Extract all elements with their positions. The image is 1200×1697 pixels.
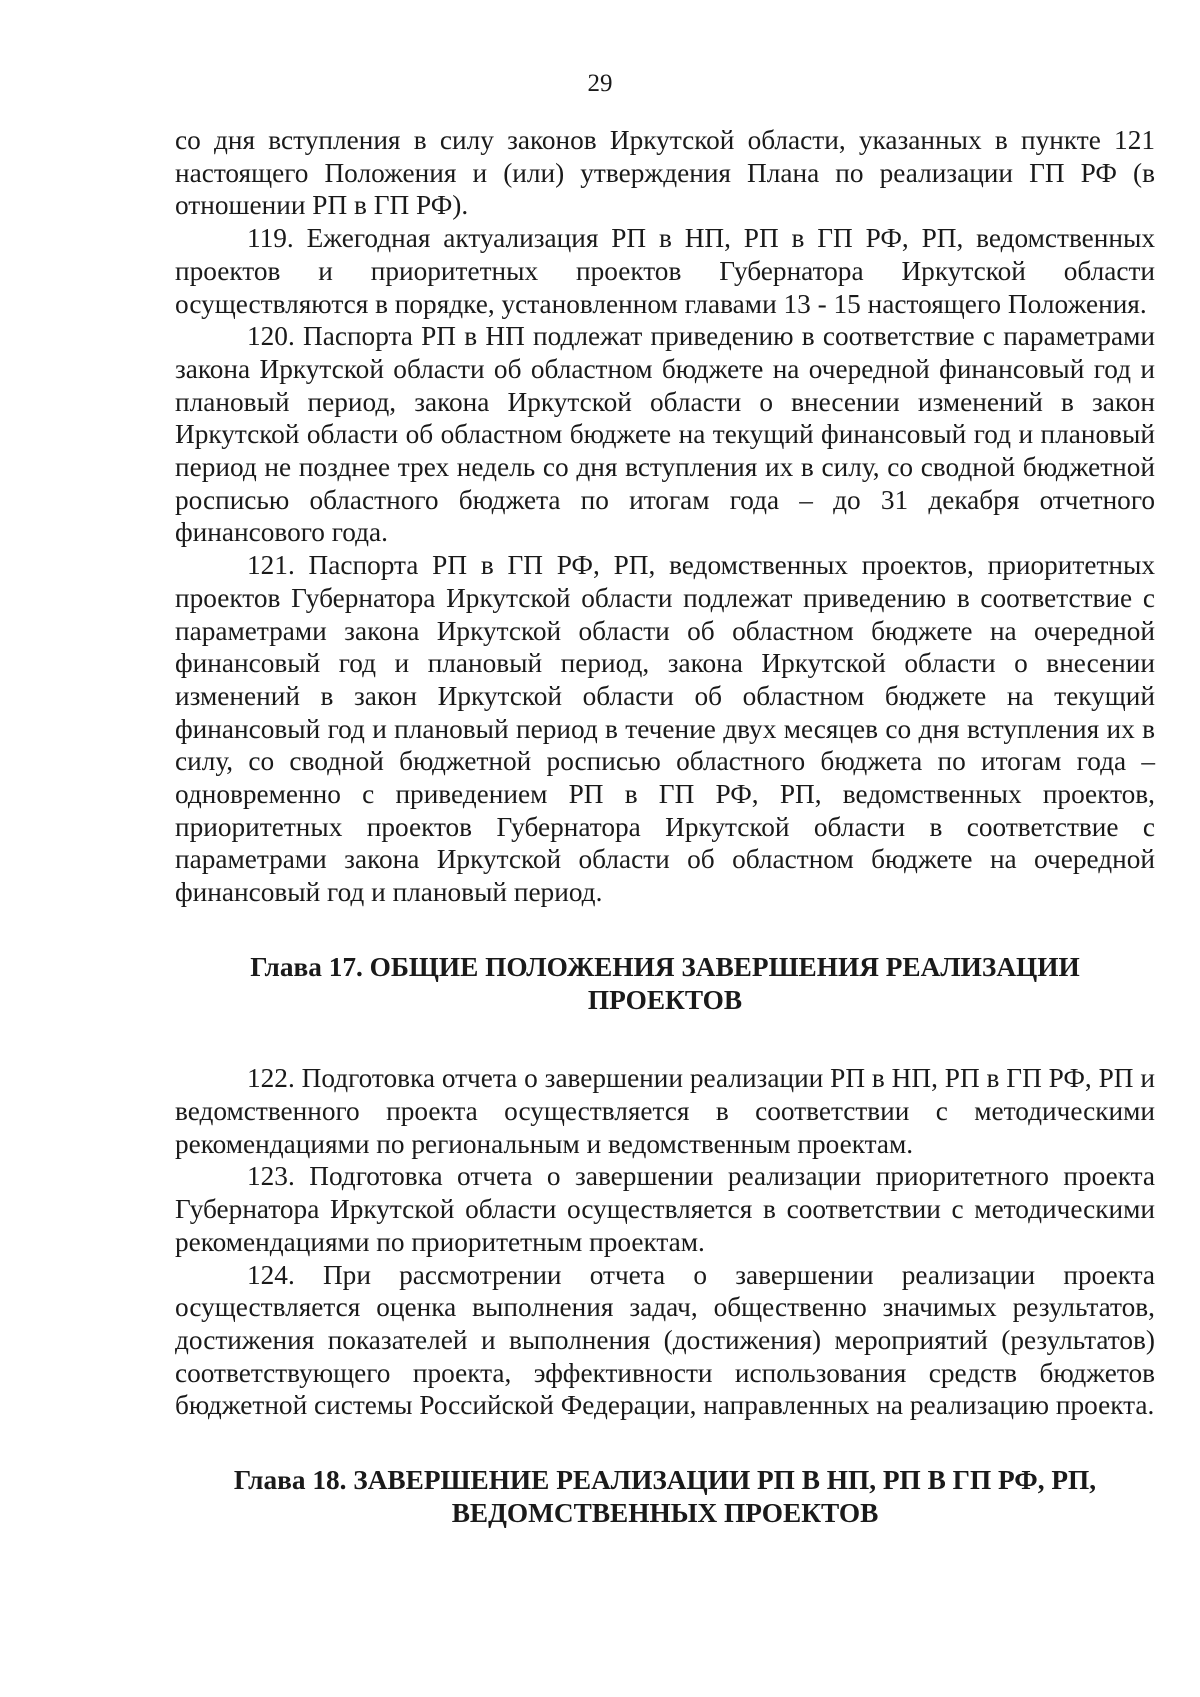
paragraph-120: 120. Паспорта РП в НП подлежат приведению в соответствие с параметрами закона Иркутской области об областном бюджете на очередной финансовый год и плановый период, закона Иркутской области о внесении изменений в закон Иркутской области об областном бюджете на текущий финансовый год и плановый период не позднее трех недель со дня вступления их в силу, со сводной бюджетной росписью областного бюджета по итогам года – до 31 декабря отчетного финансового года. — [175, 321, 1155, 548]
chapter-17-heading-line-1: Глава 17. ОБЩИЕ ПОЛОЖЕНИЯ ЗАВЕРШЕНИЯ РЕАЛИЗАЦИИ — [250, 951, 1080, 982]
paragraph-121: 121. Паспорта РП в ГП РФ, РП, ведомственных проектов, приоритетных проектов Губернатора Иркутской области подлежат приведению в соответствие с параметрами закона Иркутской области об областном бюджете на очередной финансовый год и плановый период, закона Иркутской области о внесении изменений в закон Иркутской области об областном бюджете на текущий финансовый год и плановый период в течение двух месяцев со дня вступления их в силу, со сводной бюджетной росписью областного бюджета по итогам года – одновременно с приведением РП в ГП РФ, РП, ведомственных проектов, приоритетных проектов Губернатора Иркутской области в соответствие с параметрами закона Иркутской области об областном бюджете на очередной финансовый год и плановый период. — [175, 550, 1155, 908]
paragraph-122: 122. Подготовка отчета о завершении реализации РП в НП, РП в ГП РФ, РП и ведомственного проекта осуществляется в соответствии с методическими рекомендациями по региональным и ведомственным проектам. — [175, 1063, 1155, 1159]
chapter-17-heading-line-2: ПРОЕКТОВ — [587, 984, 743, 1015]
chapter-18-heading-line-2: ВЕДОМСТВЕННЫХ ПРОЕКТОВ — [451, 1497, 879, 1528]
chapter-17-heading — [175, 951, 1155, 1016]
document-body — [175, 124, 1155, 1529]
paragraph-124: 124. При рассмотрении отчета о завершении реализации проекта осуществляется оценка выполнения задач, общественно значимых результатов, достижения показателей и выполнения (достижения) мероприятий (результатов) соответствующего проекта, эффективности использования средств бюджетов бюджетной системы Российской Федерации, направленных на реализацию проекта. — [175, 1259, 1155, 1421]
chapter-18-heading-line-1: Глава 18. ЗАВЕРШЕНИЕ РЕАЛИЗАЦИИ РП В НП, РП В ГП РФ, РП, — [233, 1465, 1097, 1496]
page-number: 29 — [587, 70, 613, 97]
paragraph-123: 123. Подготовка отчета о завершении реализации приоритетного проекта Губернатора Иркутской области осуществляется в соответствии с методическими рекомендациями по приоритетным проектам. — [175, 1161, 1155, 1257]
chapter-18-heading — [175, 1464, 1155, 1529]
paragraph-118-continued: со дня вступления в силу законов Иркутской области, указанных в пункте 121 настоящего Положения и (или) утверждения Плана по реализации ГП РФ (в отношении РП в ГП РФ). — [175, 125, 1155, 221]
paragraph-119: 119. Ежегодная актуализация РП в НП, РП в ГП РФ, РП, ведомственных проектов и приоритетных проектов Губернатора Иркутской области осуществляются в порядке, установленном главами 13 - 15 настоящего Положения. — [175, 223, 1155, 319]
